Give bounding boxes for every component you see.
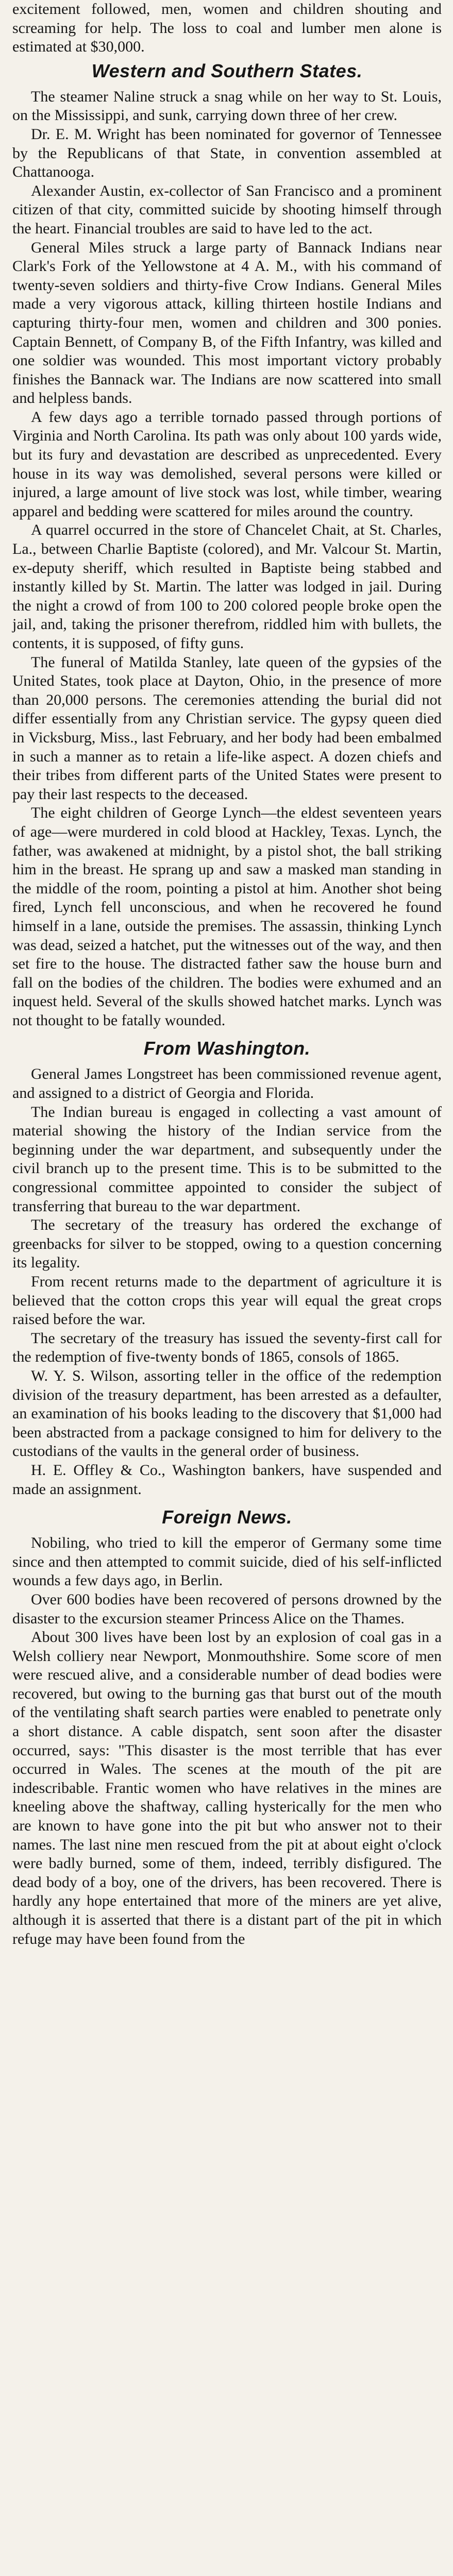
article-paragraph: Nobiling, who tried to kill the emperor of Germany some time since and then attempted to commit suicide, died of his self-inflicted wounds a few days ago, in Berlin. <box>12 1534 442 1589</box>
article-paragraph: A quarrel occurred in the store of Chancelet Chait, at St. Charles, La., between Charlie Baptiste (colored), and Mr. Valcour St. Martin, ex-deputy sheriff, which resulted in Baptiste being stabbed and instantly killed by St. Martin. The latter was lodged in jail. During the night a crowd of from 100 to 200 colored people broke open the jail, and, taking the prisoner therefrom, riddled him with bullets, the contents, it is supposed, of fifty guns. <box>12 521 442 652</box>
section-heading-washington: From Washington. <box>143 1038 311 1059</box>
article-paragraph: The eight children of George Lynch—the eldest seventeen years of age—were murdered in cold blood at Hackley, Texas. Lynch, the father, was awakened at midnight, by a pistol shot, the ball striking him in the breast. He sprang up and saw a masked man standing in the middle of the room, pointing a pistol at him. Another shot being fired, Lynch fell unconscious, and when he recovered he found himself in a lane, outside the premises. The assassin, thinking Lynch was dead, seized a hatchet, put the witnesses out of the way, and then set fire to the house. The distracted father saw the house burn and fall on the bodies of the children. The bodies were exhumed and an inquest held. Several of the skulls showed hatchet marks. Lynch was not thought to be fatally wounded. <box>12 804 442 1029</box>
article-paragraph: General James Longstreet has been commissioned revenue agent, and assigned to a district of Georgia and Florida. <box>12 1065 442 1102</box>
section-heading-western-southern: Western and Southern States. <box>91 60 363 81</box>
article-paragraph: The funeral of Matilda Stanley, late queen of the gypsies of the United States, took place at Dayton, Ohio, in the presence of more than 20,000 persons. The ceremonies attending the burial did not differ essentially from any Christian service. The gypsy queen died in Vicksburg, Miss., last February, and her body had been embalmed in such a manner as to retain a life-like aspect. A dozen chiefs and their tribes from different parts of the United States were present to pay their last respects to the deceased. <box>12 653 442 803</box>
article-paragraph: The steamer Naline struck a snag while on her way to St. Louis, on the Mississippi, and sunk, carrying down three of her crew. <box>12 88 442 124</box>
article-paragraph: H. E. Offley & Co., Washington bankers, have suspended and made an assignment. <box>12 1461 442 1498</box>
article-paragraph: General Miles struck a large party of Bannack Indians near Clark's Fork of the Yellowstone at 4 A. M., with his command of twenty-seven soldiers and thirty-five Crow Indians. General Miles made a very vigorous attack, killing thirteen hostile Indians and capturing thirty-four men, women and children and 300 ponies. Captain Bennett, of Company B, of the Fifth Infantry, was killed and one soldier was wounded. This most important victory probably finishes the Bannack war. The Indians are now scattered into small and helpless bands. <box>12 239 442 407</box>
article-paragraph: From recent returns made to the department of agriculture it is believed that the cotton crops this year will equal the great crops raised before the war. <box>12 1273 442 1328</box>
article-paragraph: Dr. E. M. Wright has been nominated for governor of Tennessee by the Republicans of that State, in convention assembled at Chattanooga. <box>12 125 442 181</box>
article-paragraph: Alexander Austin, ex-collector of San Francisco and a prominent citizen of that city, committed suicide by shooting himself through the heart. Financial troubles are said to have led to the act. <box>12 182 442 237</box>
article-paragraph: About 300 lives have been lost by an explosion of coal gas in a Welsh colliery near Newport, Monmouthshire. Some score of men were rescued alive, and a considerable number of dead bodies were recovered, but owing to the burning gas that burst out of the mouth of the ventilating shaft search parties were enabled to penetrate only a short distance. A cable dispatch, sent soon after the disaster occurred, says: "This disaster is the most terrible that has ever occurred in Wales. The scenes at the mouth of the pit are indescribable. Frantic women who have relatives in the mines are kneeling above the shaftway, calling hysterically for the men who are known to have gone into the pit but who answer not to their names. The last nine men rescued from the pit at about eight o'clock were badly burned, some of them, indeed, terribly disfigured. The dead body of a boy, one of the drivers, has been recovered. There is hardly any hope entertained that more of the miners are yet alive, although it is asserted that there is a distant part of the pit in which refuge may have been found from the <box>12 1629 442 1947</box>
article-paragraph: W. Y. S. Wilson, assorting teller in the office of the redemption division of the treasury department, has been arrested as a defaulter, an examination of his books leading to the discovery that $1,000 had been abstracted from a package consigned to him for delivery to the custodians of the vaults in the general order of business. <box>12 1367 442 1460</box>
article-paragraph: The Indian bureau is engaged in collecting a vast amount of material showing the history of the Indian service from the beginning under the war department, and subsequently under the civil branch up to the present time. This is to be submitted to the congressional committee appointed to consider the subject of transferring that bureau to the war department. <box>12 1103 442 1215</box>
article-paragraph: A few days ago a terrible tornado passed through portions of Virginia and North Carolina. Its path was only about 100 yards wide, but its fury and devastation are described as unprecedented. Every house in its way was demolished, several persons were killed or injured, a large amount of live stock was lost, while timber, wearing apparel and bedding were scattered for miles around the country. <box>12 408 442 520</box>
article-paragraph: The secretary of the treasury has ordered the exchange of greenbacks for silver to be stopped, owing to a question concerning its legality. <box>12 1216 442 1272</box>
opening-paragraph: excitement followed, men, women and children shouting and screaming for help. The loss to coal and lumber men alone is estimated at $30,000. <box>12 1 442 56</box>
article-paragraph: Over 600 bodies have been recovered of persons drowned by the disaster to the excursion steamer Princess Alice on the Thames. <box>12 1590 442 1627</box>
article-paragraph: The secretary of the treasury has issued the seventy-first call for the redemption of five-twenty bonds of 1865, consols of 1865. <box>12 1329 442 1366</box>
section-heading-foreign-news: Foreign News. <box>162 1506 292 1528</box>
